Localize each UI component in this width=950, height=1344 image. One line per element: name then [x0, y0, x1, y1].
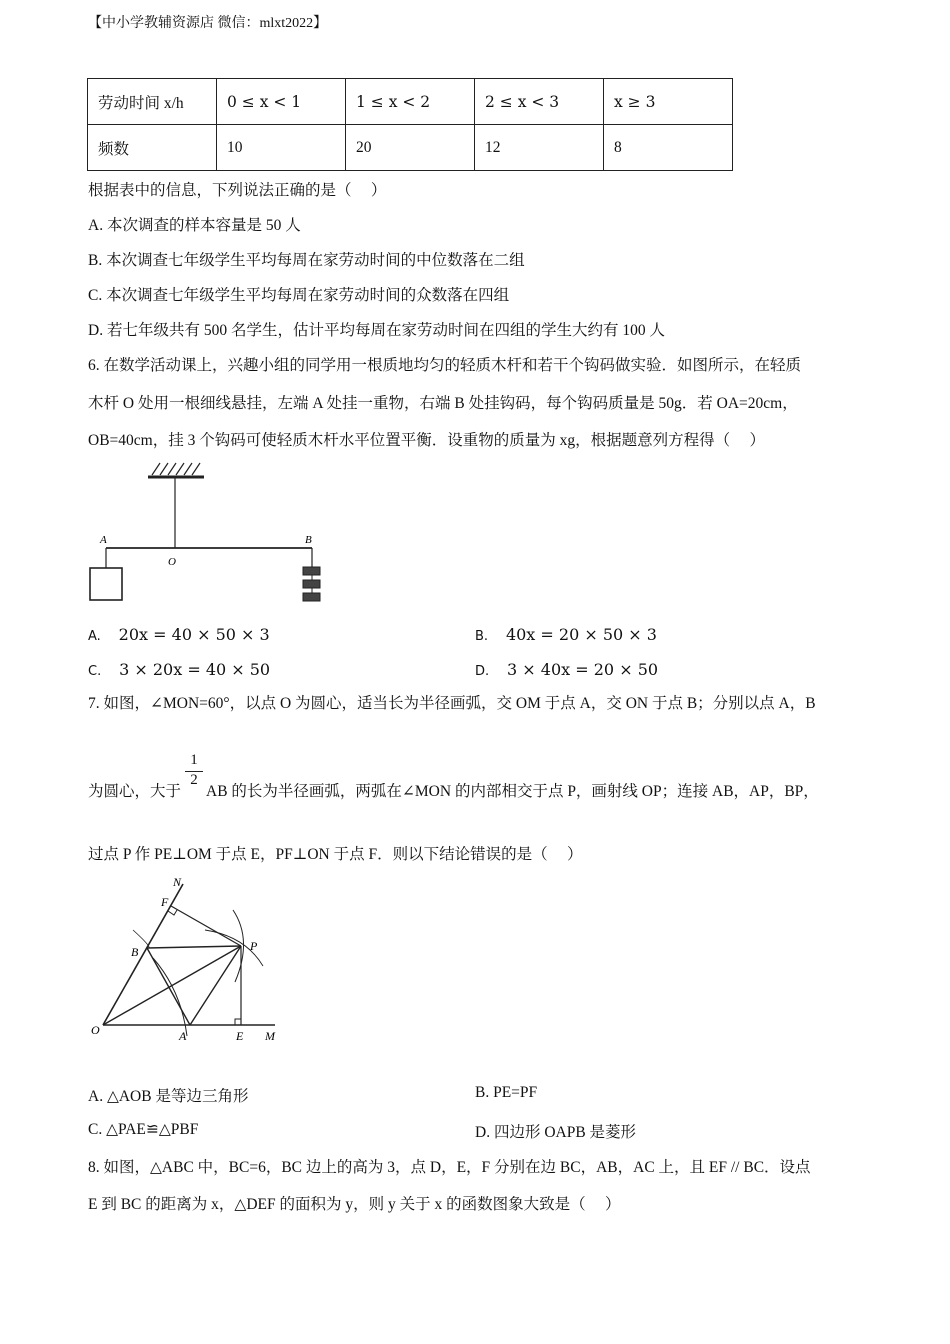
table-cell: 20: [346, 125, 475, 171]
q6-option-c: [88, 660, 270, 680]
q6-line2: 木杆 O 处用一根细线悬挂，左端 A 处挂一重物，右端 B 处挂钩码，每个钩码质量是 50g．若 OA=20cm，: [88, 395, 798, 412]
page-header: 【中小学教辅资源店 微信：mlxt2022】: [88, 16, 328, 31]
option-equation: 3 × 20x = 40 × 50: [119, 660, 271, 679]
q5-stem: 根据表中的信息，下列说法正确的是（ ）: [88, 182, 387, 199]
angle-bisector-figure: [85, 870, 295, 1050]
table-cell: x ≥ 3: [604, 79, 733, 125]
label-o: O: [91, 1023, 100, 1037]
q7-option-a: A. △AOB 是等边三角形: [88, 1088, 249, 1105]
q8-line1: 8. 如图，△ABC 中，BC=6，BC 边上的高为 3，点 D，E，F 分别在边 BC，AB，AC 上，且 EF // BC．设点: [88, 1159, 811, 1176]
option-equation: 3 × 40x = 20 × 50: [507, 660, 659, 679]
option-equation: 40x = 20 × 50 × 3: [505, 625, 657, 644]
option-label: C.: [88, 664, 102, 679]
q7-line2-post: AB 的长为半径画弧，两弧在∠MON 的内部相交于点 P，画射线 OP；连接 AB，AP，BP，: [206, 783, 819, 800]
option-label: B.: [475, 629, 489, 644]
label-o: O: [168, 556, 176, 568]
q5-option-d: D. 若七年级共有 500 名学生，估计平均每周在家劳动时间在四组的学生大约有 100 人: [88, 322, 665, 339]
q6-option-d: [475, 660, 658, 680]
label-e: E: [236, 1029, 244, 1043]
table-cell: 10: [217, 125, 346, 171]
table-row: [88, 79, 733, 125]
q7-option-d: D. 四边形 OAPB 是菱形: [475, 1124, 637, 1141]
table-cell: 2 ≤ x < 3: [475, 79, 604, 125]
label-a: A: [179, 1029, 187, 1043]
q5-option-c: C. 本次调查七年级学生平均每周在家劳动时间的众数落在四组: [88, 287, 510, 304]
label-n: N: [173, 875, 182, 889]
table-cell: 频数: [88, 125, 217, 171]
q8-line2: E 到 BC 的距离为 x，△DEF 的面积为 y，则 y 关于 x 的函数图象大致是（ ）: [88, 1196, 621, 1213]
q7-line1: 7. 如图，∠MON=60°，以点 O 为圆心，适当长为半径画弧，交 OM 于点 A，交 ON 于点 B；分别以点 A，B: [88, 695, 816, 712]
q7-line2-pre: 为圆心，大于: [88, 783, 182, 800]
label-b: B: [305, 534, 312, 546]
label-p: P: [250, 939, 258, 953]
q7-option-b: B. PE=PF: [475, 1084, 538, 1101]
table-cell: 1 ≤ x < 2: [346, 79, 475, 125]
fraction-denominator: 2: [185, 771, 203, 789]
lever-figure: [80, 455, 340, 615]
label-b: B: [131, 945, 139, 959]
q5-option-b: B. 本次调查七年级学生平均每周在家劳动时间的中位数落在二组: [88, 252, 525, 269]
label-a: A: [100, 534, 107, 546]
table-cell: 12: [475, 125, 604, 171]
q6-line3: OB=40cm，挂 3 个钩码可使轻质木杆水平位置平衡．设重物的质量为 xg，根据题意列方程得（ ）: [88, 432, 765, 449]
label-f: F: [161, 895, 169, 909]
q5-option-a: A. 本次调查的样本容量是 50 人: [88, 217, 301, 234]
q7-option-c: C. △PAE≌△PBF: [88, 1121, 199, 1138]
option-equation: 20x = 40 × 50 × 3: [118, 625, 270, 644]
label-m: M: [265, 1029, 275, 1043]
q6-option-b: [475, 625, 657, 645]
q6-option-a: [88, 625, 270, 645]
frequency-table: [87, 78, 733, 171]
q6-line1: 6. 在数学活动课上，兴趣小组的同学用一根质地均匀的轻质木杆和若干个钩码做实验．如图所示，在轻质: [88, 357, 802, 374]
table-cell: 8: [604, 125, 733, 171]
fraction-numerator: 1: [190, 752, 198, 768]
table-cell: 劳动时间 x/h: [88, 79, 217, 125]
q7-line3: 过点 P 作 PE⊥OM 于点 E，PF⊥ON 于点 F．则以下结论错误的是（ ）: [88, 846, 583, 863]
table-row: [88, 125, 733, 171]
fraction-one-half: [185, 752, 203, 789]
option-label: A.: [88, 629, 101, 644]
option-label: D.: [475, 664, 490, 679]
table-cell: 0 ≤ x < 1: [217, 79, 346, 125]
